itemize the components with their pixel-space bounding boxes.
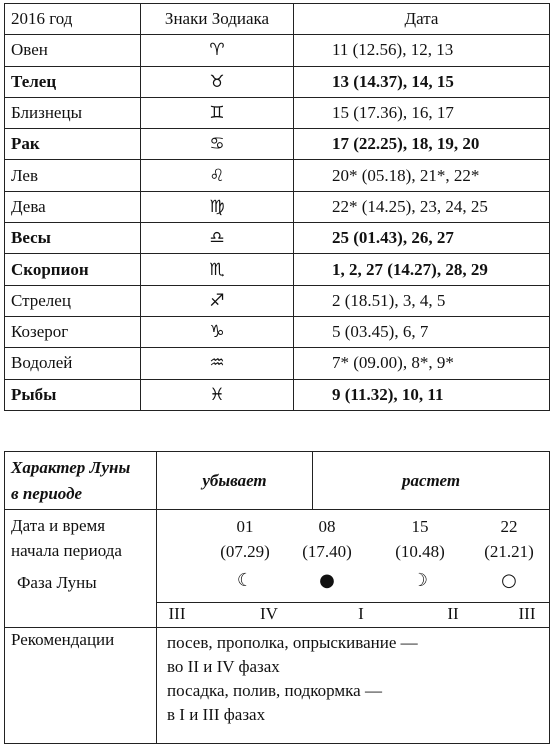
zodiac-symbol-icon	[141, 348, 294, 379]
period-time: (17.40)	[302, 542, 352, 561]
quarter-row	[5, 603, 550, 628]
zodiac-row	[5, 97, 550, 128]
phase-label-cell	[5, 564, 157, 603]
period-time: (07.29)	[220, 542, 270, 561]
zodiac-glyph-icon: ♒︎	[209, 353, 225, 374]
phase-label: Фаза Луны	[17, 573, 97, 593]
phase-icons-cell	[157, 564, 550, 603]
waning-cell	[157, 452, 313, 510]
sign-name: Близнецы	[5, 97, 141, 128]
zodiac-symbol-icon	[141, 223, 294, 254]
phase-row	[5, 564, 550, 603]
quarter-label-cell	[5, 603, 157, 628]
period-label	[5, 510, 157, 565]
period-time: (21.21)	[484, 542, 534, 561]
period-row	[5, 510, 550, 565]
sign-name: Телец	[5, 66, 141, 97]
character-label-line2: в периоде	[11, 483, 83, 503]
zodiac-body	[5, 35, 550, 411]
zodiac-symbol-icon	[141, 160, 294, 191]
sign-name: Рыбы	[5, 379, 141, 410]
zodiac-header-row	[5, 4, 550, 35]
period-date	[287, 514, 367, 564]
sign-name: Дева	[5, 191, 141, 222]
recommendations-row	[5, 628, 550, 744]
sign-dates: 13 (14.37), 14, 15	[294, 66, 550, 97]
sign-name: Стрелец	[5, 285, 141, 316]
recommendations-label-cell	[5, 628, 157, 744]
character-label-line1: Характер Луны	[11, 457, 131, 477]
quarter-number: II	[447, 604, 459, 623]
phase-icons	[157, 564, 549, 602]
sign-name: Водолей	[5, 348, 141, 379]
zodiac-symbol-icon	[141, 379, 294, 410]
zodiac-glyph-icon: ♉︎	[209, 71, 225, 92]
zodiac-row	[5, 160, 550, 191]
sign-name: Скорпион	[5, 254, 141, 285]
zodiac-glyph-icon: ♎︎	[209, 228, 225, 249]
full-moon-icon: ○	[501, 570, 517, 591]
quarter-number: I	[358, 604, 364, 623]
zodiac-row	[5, 316, 550, 347]
zodiac-row	[5, 35, 550, 66]
zodiac-glyph-icon: ♈︎	[209, 40, 225, 61]
header-date: Дата	[294, 4, 550, 35]
zodiac-symbol-icon	[141, 254, 294, 285]
new-moon-icon: ●	[319, 570, 335, 591]
zodiac-symbol-icon	[141, 129, 294, 160]
recommendation-line: в I и III фазах	[167, 705, 266, 724]
sign-dates: 22* (14.25), 23, 24, 25	[294, 191, 550, 222]
zodiac-glyph-icon: ♓︎	[209, 384, 225, 405]
sign-dates: 2 (18.51), 3, 4, 5	[294, 285, 550, 316]
sign-dates: 15 (17.36), 16, 17	[294, 97, 550, 128]
zodiac-glyph-icon: ♑︎	[209, 322, 225, 343]
sign-name: Лев	[5, 160, 141, 191]
waxing-label: растет	[401, 470, 461, 490]
zodiac-row	[5, 348, 550, 379]
sign-name: Рак	[5, 129, 141, 160]
sign-dates: 5 (03.45), 6, 7	[294, 316, 550, 347]
sign-dates: 9 (11.32), 10, 11	[294, 379, 550, 410]
recommendation-line: посев, прополка, опрыскивание —	[167, 633, 418, 652]
recommendations-text	[157, 628, 550, 744]
sign-dates: 25 (01.43), 26, 27	[294, 223, 550, 254]
zodiac-row	[5, 379, 550, 410]
waxing-crescent-icon: ☽	[411, 570, 429, 591]
sign-dates: 1, 2, 27 (14.27), 28, 29	[294, 254, 550, 285]
zodiac-symbol-icon	[141, 66, 294, 97]
quarter-number: III	[168, 604, 186, 623]
sign-name: Весы	[5, 223, 141, 254]
zodiac-glyph-icon: ♏︎	[209, 259, 225, 280]
quarter-number: III	[518, 604, 536, 623]
sign-dates: 11 (12.56), 12, 13	[294, 35, 550, 66]
zodiac-row	[5, 254, 550, 285]
header-year: 2016 год	[5, 4, 141, 35]
period-label-line2: начала периода	[11, 541, 122, 560]
period-date	[469, 514, 549, 564]
period-day: 01	[236, 517, 254, 536]
sign-dates: 20* (05.18), 21*, 22*	[294, 160, 550, 191]
period-label-line1: Дата и время	[11, 516, 106, 535]
recommendations-label: Рекомендации	[11, 630, 115, 649]
quarter-numbers	[157, 603, 549, 627]
zodiac-symbol-icon	[141, 97, 294, 128]
zodiac-glyph-icon: ♊︎	[209, 103, 225, 124]
zodiac-row	[5, 191, 550, 222]
zodiac-row	[5, 129, 550, 160]
zodiac-symbol-icon	[141, 35, 294, 66]
recommendation-line: во II и IV фазах	[167, 657, 280, 676]
quarter-cell	[157, 603, 550, 628]
period-date	[205, 514, 285, 564]
period-day: 08	[318, 517, 336, 536]
zodiac-symbol-icon	[141, 191, 294, 222]
period-time: (10.48)	[395, 542, 445, 561]
zodiac-glyph-icon: ♍︎	[209, 196, 225, 217]
zodiac-row	[5, 66, 550, 97]
sign-dates: 7* (09.00), 8*, 9*	[294, 348, 550, 379]
zodiac-symbol-icon	[141, 285, 294, 316]
recommendation-line: посадка, полив, подкормка —	[167, 681, 382, 700]
zodiac-row	[5, 223, 550, 254]
waxing-cell	[313, 452, 550, 510]
period-dates-cell	[157, 510, 550, 565]
sign-dates: 17 (22.25), 18, 19, 20	[294, 129, 550, 160]
quarter-number: IV	[260, 604, 278, 623]
waning-label: убывает	[202, 470, 267, 490]
sign-name: Козерог	[5, 316, 141, 347]
zodiac-row	[5, 285, 550, 316]
sign-name: Овен	[5, 35, 141, 66]
period-day: 22	[500, 517, 518, 536]
zodiac-glyph-icon: ♌︎	[209, 165, 225, 186]
character-label	[5, 452, 157, 510]
moon-table	[4, 451, 550, 744]
waning-crescent-icon: ☾	[236, 570, 254, 591]
zodiac-table	[4, 3, 550, 411]
zodiac-symbol-icon	[141, 316, 294, 347]
period-day: 15	[411, 517, 429, 536]
period-date	[380, 514, 460, 564]
zodiac-glyph-icon: ♐︎	[209, 290, 225, 311]
period-dates	[157, 510, 549, 564]
header-signs: Знаки Зодиака	[141, 4, 294, 35]
zodiac-glyph-icon: ♋︎	[209, 134, 225, 155]
moon-character-row	[5, 452, 550, 510]
